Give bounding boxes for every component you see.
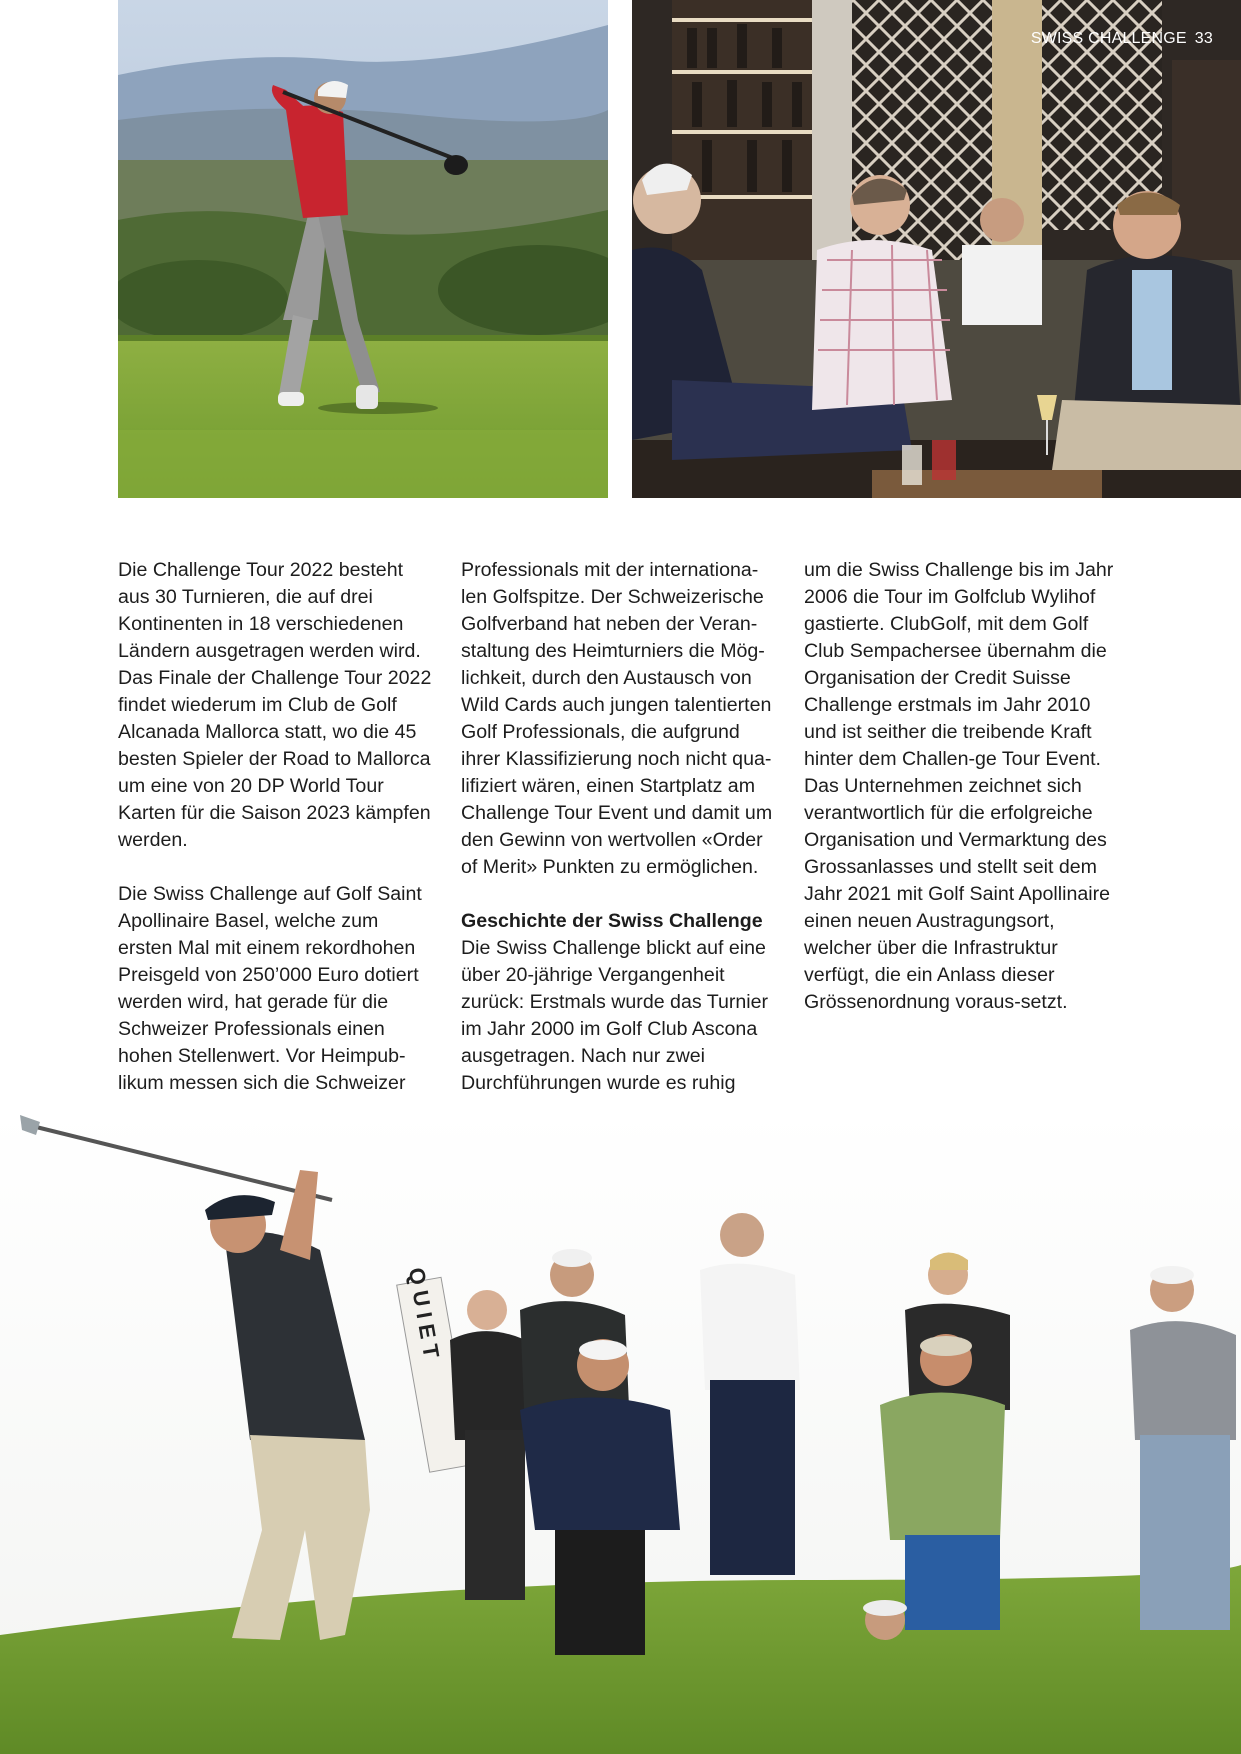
article-column-1 xyxy=(118,557,438,1097)
article-column-3 xyxy=(804,557,1124,1016)
running-head xyxy=(1031,30,1213,48)
section-subheading: Geschichte der Swiss Challenge xyxy=(461,910,763,932)
paragraph: Die Challenge Tour 2022 besteht aus 30 Turnieren, die auf drei Kontinenten in 18 verschiedenen Ländern ausgetragen werden wird. Das Finale der Challenge Tour 2022 findet wiederum im Club de Golf Alcanada Mallorca statt, wo die 45 besten Spieler der Road to Mallorca um eine von 20 DP World Tour Karten für die Saison 2023 kämpfen werden. xyxy=(118,559,432,851)
paragraph: Professionals mit der internationa-len Golfspitze. Der Schweizerische Golfverband hat neben der Veran-staltung des Heimturniers die Mög-lichkeit, durch den Austausch von Wild Cards auch jungen talentierten Golf Professionals, die aufgrund ihrer Klassifizierung noch nicht qua-lifiziert wären, einen Startplatz am Challenge Tour Event und damit um den Gewinn von wertvollen «Order of Merit» Punkten zu ermöglichen. xyxy=(461,559,773,878)
photo-golfer-with-spectators xyxy=(0,1110,1241,1754)
paragraph: Die Swiss Challenge blickt auf eine über 20-jährige Vergangenheit zurück: Erstmals wurde das Turnier im Jahr 2000 im Golf Club Ascona ausgetragen. Nach nur zwei Durchführungen wurde es ruhig xyxy=(461,937,769,1094)
photo-lounge-guests xyxy=(632,0,1241,498)
article-column-2 xyxy=(461,557,781,1097)
paragraph: um die Swiss Challenge bis im Jahr 2006 die Tour im Golfclub Wylihof gastierte. ClubGolf, mit dem Golf Club Sempachersee übernahm die Organisation der Credit Suisse Challenge erstmals im Jahr 2010 und ist seither die treibende Kraft hinter dem Challen-ge Tour Event. Das Unternehmen zeichnet sich verantwortlich für die erfolgreiche Organisation und Vermarktung des Grossanlasses und stellt seit dem Jahr 2021 mit Golf Saint Apollinaire einen neuen Austragungsort, welcher über die Infrastruktur verfügt, die ein Anlass dieser Grössenordnung voraus-setzt. xyxy=(804,559,1114,1013)
quiet-sign-text: QUIET xyxy=(403,1265,446,1366)
photo-golfer-teeing-off xyxy=(118,0,608,498)
section-title: SWISS CHALLENGE xyxy=(1030,30,1187,47)
paragraph: Die Swiss Challenge auf Golf Saint Apollinaire Basel, welche zum ersten Mal mit einem rekordhohen Preisgeld von 250’000 Euro dotiert werden wird, hat gerade für die Schweizer Professionals einen hohen Stellenwert. Vor Heimpub-likum messen sich die Schweizer xyxy=(118,883,422,1094)
page-number: 33 xyxy=(1194,30,1213,47)
